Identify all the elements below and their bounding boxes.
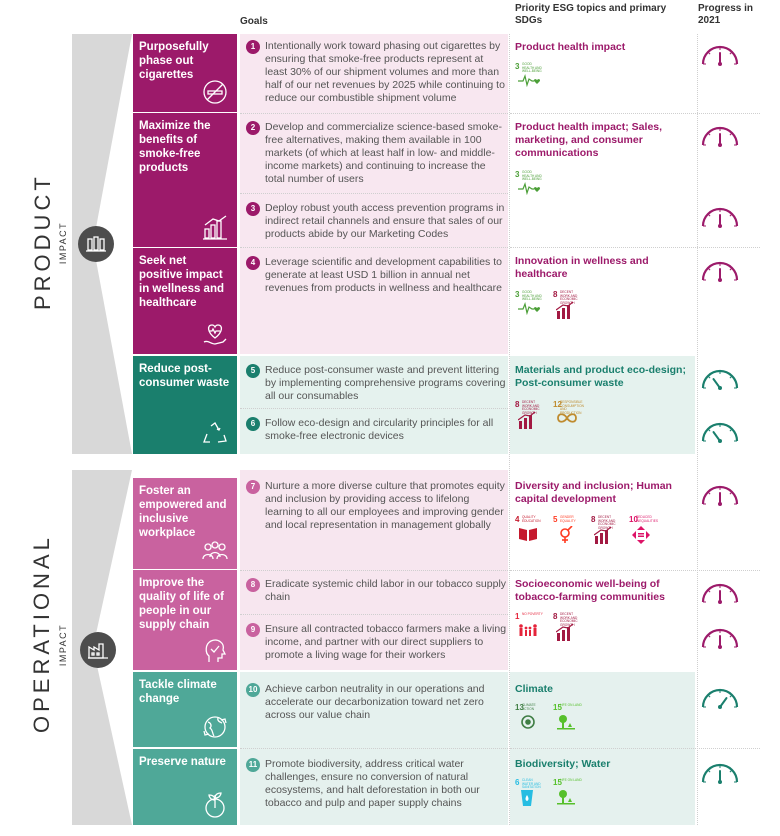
sdg-8-icon: 8 DECENT WORK AND ECONOMIC GROWTH [515,400,545,430]
category-label: Reduce post-consumer waste [139,363,230,389]
sdg-group [515,290,583,320]
progress-gauge-icon [700,417,740,443]
goal-number: 9 [246,623,260,637]
sdg-8-icon: 8 DECENT WORK AND ECONOMIC GROWTH [591,515,621,545]
row-divider [510,570,760,571]
sdg-group [515,778,583,808]
goals-column-header: Goals [240,16,268,27]
topic-label: Innovation in wellness and healthcare [515,255,649,280]
topic-label: Product health impact; Sales, marketing, and consumer communications [515,121,663,159]
goal-number: 4 [246,256,260,270]
topic-label: Socioeconomic well-being of tobacco-farming communities [515,578,665,603]
category-phase-out-cigarettes [133,34,237,112]
sdg-4-icon: 4 QUALITY EDUCATION [515,515,545,545]
goal-text: Leverage scientific and development capabilities to generate at least USD 1 billion in annual net revenues from products in wellness and healthcare [265,256,502,294]
goal-text: Eradicate systemic child labor in our tobacco supply chain [265,578,507,603]
heart-hand-icon [201,320,229,348]
category-label: Maximize the benefits of smoke-free products [139,120,211,174]
category-label: Seek net positive impact in wellness and healthcare [139,255,224,309]
category-post-consumer-waste [133,356,237,454]
globe-icon [201,713,229,741]
row-divider [240,408,508,409]
goal-item [244,40,508,105]
topics-column-header: Priority ESG topics and primary SDGs [515,3,667,26]
row-divider [510,113,760,114]
goal-item [244,683,508,722]
people-icon [201,535,229,563]
sdg-group [515,400,583,430]
factory-icon [80,632,116,668]
row-divider [510,748,760,749]
bar-chart-icon [201,213,229,241]
sdg-group [515,62,545,92]
sdg-group [515,703,583,733]
goal-text: Develop and commercialize science-based smoke-free alternatives, making them available in 100 markets (of which at least half in low- and middle-income markets) and continuing to increase the total number of users [265,121,502,185]
sdg-group [515,515,659,545]
goal-item [244,480,508,532]
category-label: Foster an empowered and inclusive workplace [139,485,227,539]
goal-text: Deploy robust youth access prevention programs in indirect retail channels and ensure that sales of our products abide by our Marketing Codes [265,202,505,240]
goal-item [244,364,508,403]
sdg-3-icon: 3 GOOD HEALTH AND WELL-BEING [515,170,545,200]
row-divider [240,247,508,248]
sdg-group [515,170,545,200]
goal-item [244,417,508,443]
goal-item [244,256,508,295]
plant-globe-icon [201,791,229,819]
sdg-3-icon: 3 GOOD HEALTH AND WELL-BEING [515,290,545,320]
row-divider [240,570,508,571]
no-smoking-icon [201,78,229,106]
goal-number: 8 [246,578,260,592]
row-divider [240,193,508,194]
product-section-subtitle: IMPACT [58,221,68,265]
sdg-group [515,612,583,642]
category-inclusive-workplace [133,478,237,569]
topic-label: Materials and product eco-design; Post-consumer waste [515,364,686,389]
category-label: Preserve nature [139,756,226,768]
row-divider [240,748,508,749]
goal-text: Nurture a more diverse culture that promotes equity and inclusion by providing access to lifelong learning to all our employees and improving gender and local representation in management globally [265,480,505,531]
factory-products-icon [78,226,114,262]
product-section-title: PRODUCT [30,173,55,310]
sdg-13-icon: 13 CLIMATE ACTION [515,703,545,733]
sdg-10-icon: 10 REDUCED INEQUALITIES [629,515,659,545]
sdg-15-icon: 15 LIFE ON LAND [553,703,583,733]
category-label: Tackle climate change [139,679,217,705]
progress-gauge-icon [700,40,740,66]
goal-text: Achieve carbon neutrality in our operations and accelerate our decarbonization toward net zero across our value chain [265,683,485,721]
progress-gauge-icon [700,758,740,784]
progress-gauge-icon [700,121,740,147]
sdg-8-icon: 8 DECENT WORK AND ECONOMIC GROWTH [553,612,583,642]
progress-gauge-icon [700,480,740,506]
progress-column-header: Progress in 2021 [698,3,754,26]
sdg-5-icon: 5 GENDER EQUALITY [553,515,583,545]
topic-label: Biodiversity; Water [515,758,611,770]
sdg-1-icon: 1 NO POVERTY [515,612,545,642]
sdg-8-icon: 8 DECENT WORK AND ECONOMIC GROWTH [553,290,583,320]
progress-gauge-icon [700,256,740,282]
row-divider [240,113,508,114]
goal-item [244,121,508,186]
goal-number: 1 [246,40,260,54]
goal-text: Intentionally work toward phasing out cigarettes by ensuring that smoke-free products represent at least 30% of our shipment volumes and more than half of our net revenues by 2025 while continuing to reduce our combustible shipment volume [265,40,505,104]
column-divider [509,34,510,825]
topic-label: Climate [515,683,553,695]
category-wellness-healthcare [133,248,237,354]
operational-section-subtitle: IMPACT [58,623,68,667]
recycle-icon [201,420,229,448]
row-divider [510,247,760,248]
progress-gauge-icon [700,202,740,228]
category-preserve-nature [133,749,237,825]
progress-gauge-icon [700,683,740,709]
category-smoke-free-benefits [133,113,237,247]
progress-gauge-icon [700,578,740,604]
progress-gauge-icon [700,364,740,390]
goal-number: 10 [246,683,260,697]
goal-number: 2 [246,121,260,135]
category-label: Purposefully phase out cigarettes [139,41,209,81]
progress-gauge-icon [700,623,740,649]
goal-number: 5 [246,364,260,378]
goal-text: Reduce post-consumer waste and prevent littering by implementing comprehensive programs covering all our consumables [265,364,506,402]
goal-item [244,578,508,604]
topic-label: Product health impact [515,41,626,53]
goal-item [244,623,508,662]
sdg-6-icon: 6 CLEAN WATER AND SANITATION [515,778,545,808]
goal-item [244,202,508,241]
goal-number: 11 [246,758,260,772]
goal-text: Follow eco-design and circularity principles for all smoke-free electronic devices [265,417,494,442]
category-supply-chain-life [133,570,237,670]
sdg-15-icon: 15 LIFE ON LAND [553,778,583,808]
column-divider [697,34,698,825]
head-check-icon [201,636,229,664]
goal-number: 6 [246,417,260,431]
category-climate-change [133,672,237,747]
category-label: Improve the quality of life of people in our supply chain [139,577,224,631]
goal-text: Promote biodiversity, address critical water challenges, ensure no conversion of natural ecosystems, and halt deforestation in both our tobacco and pulp and paper supply chains [265,758,480,809]
sdg-3-icon: 3 GOOD HEALTH AND WELL-BEING [515,62,545,92]
goal-number: 3 [246,202,260,216]
goal-item [244,758,508,810]
row-divider [240,614,508,615]
operational-section-title: OPERATIONAL [29,534,54,733]
topic-label: Diversity and inclusion; Human capital development [515,480,672,505]
sdg-12-icon: 12 RESPONSIBLE CONSUMPTION AND PRODUCTION [553,400,583,430]
goal-number: 7 [246,480,260,494]
goal-text: Ensure all contracted tobacco farmers make a living income, and partner with our direct suppliers to promote a living wage for their workers [265,623,507,661]
